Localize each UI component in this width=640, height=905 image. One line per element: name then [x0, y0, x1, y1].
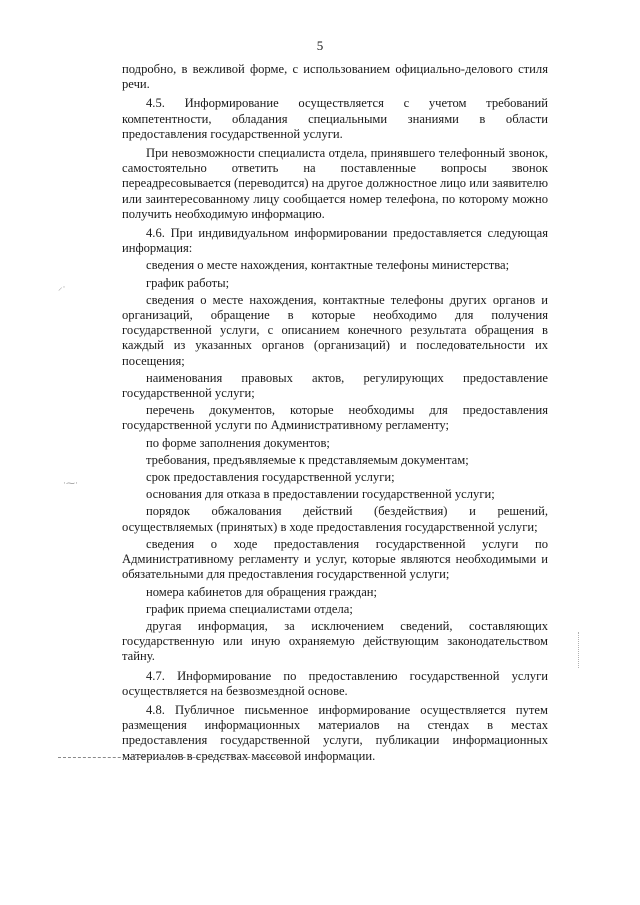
list-item: номера кабинетов для обращения граждан;: [146, 584, 378, 599]
list-item: по форме заполнения документов;: [146, 435, 330, 450]
scan-margin-mark: [578, 632, 579, 668]
list-item: сведения о месте нахождения, контактные телефоны министерства;: [146, 258, 510, 273]
list-item: порядок обжалования действий (бездействия) и решений, осуществляемых (принятых) в ходе предоставления государственной услуги;: [122, 504, 548, 534]
list-item: график работы;: [146, 275, 230, 290]
list-item: сведения о ходе предоставления государственной услуги по Административному регламенту и услуг, которые являются необходимыми и обязательными для предоставления государственной услуги;: [122, 536, 548, 582]
page-number: 5: [316, 38, 324, 53]
scan-mark: ·⁓·: [63, 478, 78, 488]
list-item: требования, предъявляемые к представляемым документам;: [146, 452, 469, 467]
list-item: перечень документов, которые необходимы для предоставления государственной услуги по Административному регламенту;: [122, 403, 548, 433]
paragraph: 4.6. При индивидуальном информировании предоставляется следующая информация:: [122, 226, 548, 256]
list-item: другая информация, за исключением сведений, составляющих государственную или иную охраняемую действующим законодательством тайну.: [122, 618, 548, 664]
list-item: срок предоставления государственной услуги;: [146, 470, 395, 485]
list-item: сведения о месте нахождения, контактные телефоны других органов и организаций, обращение в которые необходимо для получения государственной услуги, с описанием конечного результата обращения в каждый из указанных органов (организаций) и последовательности их посещения;: [122, 292, 548, 368]
list-item: наименования правовых актов, регулирующих предоставление государственной услуги;: [122, 370, 548, 401]
footnote-rule: [58, 757, 290, 758]
list-item: основания для отказа в предоставлении государственной услуги;: [146, 487, 495, 502]
document-body: [122, 62, 548, 764]
scan-mark: ⸝·: [58, 282, 66, 292]
list-item: график приема специалистами отдела;: [146, 601, 353, 616]
paragraph: 4.7. Информирование по предоставлению государственной услуги осуществляется на безвозмездной основе.: [122, 668, 548, 698]
paragraph: При невозможности специалиста отдела, принявшего телефонный звонок, самостоятельно ответить на поставленные вопросы звонок переадресовывается (переводится) на другое должностное лицо или заявителю или заинтересованному лицу сообщается номер телефона, по которому можно получить необходимую информацию.: [122, 146, 548, 221]
paragraph: 4.5. Информирование осуществляется с учетом требований компетентности, обладания специальными знаниями в области предоставления государственной услуги.: [122, 96, 548, 141]
paragraph: подробно, в вежливой форме, с использованием официально-делового стиля речи.: [122, 62, 548, 92]
paragraph: 4.8. Публичное письменное информирование осуществляется путем размещения информационных материалов на стендах в местах предоставления государственной услуги, публикации информационных материалов в средствах массовой информации.: [122, 702, 548, 763]
